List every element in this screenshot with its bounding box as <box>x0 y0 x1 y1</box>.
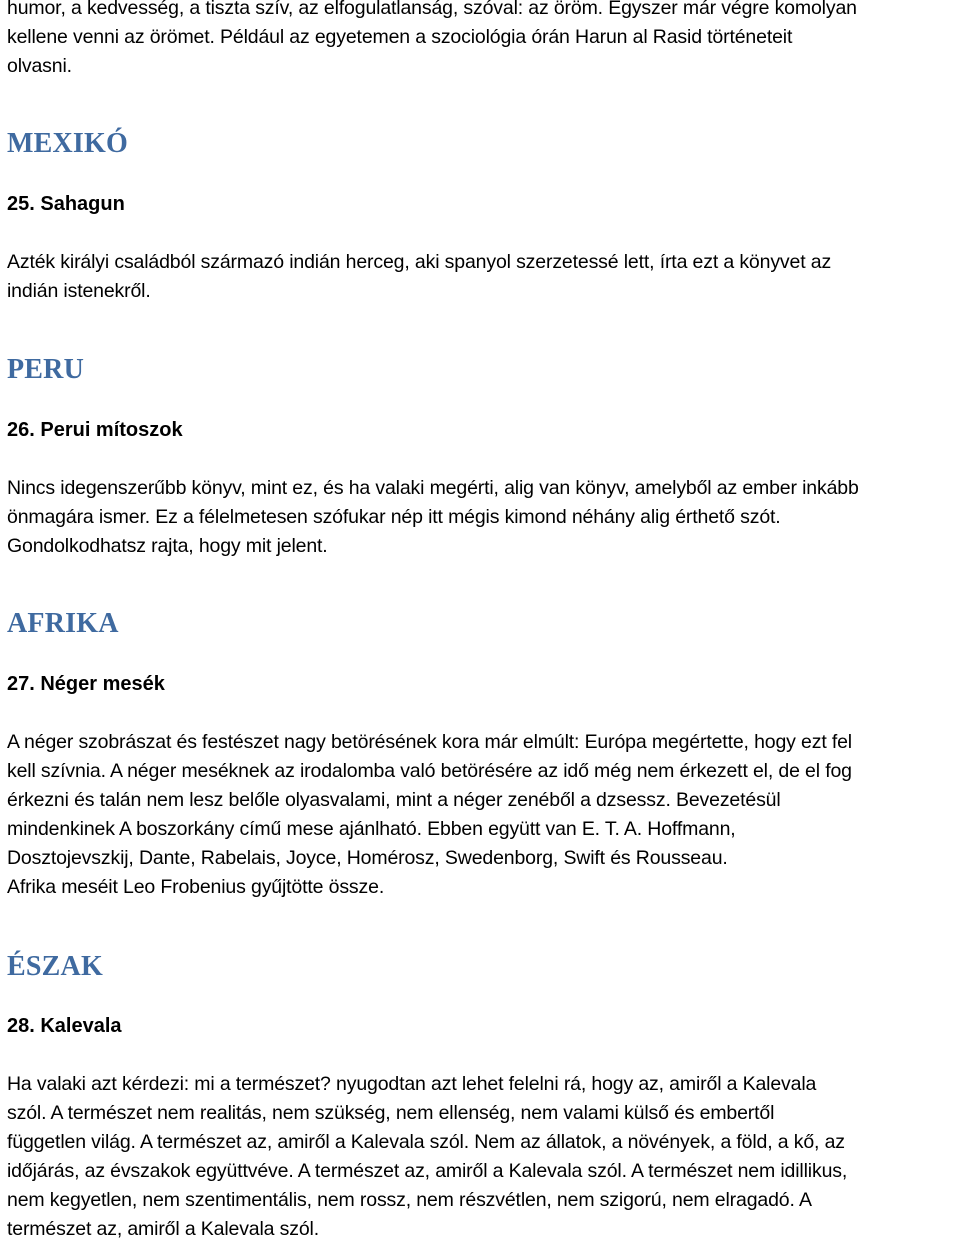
item-title-sahagun: 25. Sahagun <box>7 193 125 215</box>
section-heading-mexiko: MEXIKÓ <box>7 128 128 159</box>
item-title-neger-mesek: 27. Néger mesék <box>7 673 165 695</box>
intro-paragraph: humor, a kedvesség, a tiszta szív, az elfogulatlanság, szóval: az öröm. Egyszer már végre komolyan kellene venni az örömet. Például az egyetemen a szociológia órán Harun al Rasid történeteit olvasni. <box>7 0 857 77</box>
afrika-paragraph: A néger szobrászat és festészet nagy betörésének kora már elmúlt: Európa megértette, hogy ezt fel kell szívnia. A néger meséknek az irodalomba való betörésére az idő még nem érkezett el, de el fog érkezni és talán nem lesz belőle olyasvalami, mint a néger zenéből a dzsessz. Bevezetésül mindenkinek A boszorkány című mese ajánlható. Ebben együtt van E. T. A. Hoffmann, Dosztojevszkij, Dante, Rabelais, Joyce, Homérosz, Swedenborg, Swift és Rousseau. Afrika meséit Leo Frobenius gyűjtötte össze. <box>7 731 852 898</box>
mexiko-paragraph: Azték királyi családból származó indián herceg, aki spanyol szerzetessé lett, írta ezt a könyvet az indián istenekről. <box>7 251 832 302</box>
section-heading-peru: PERU <box>7 354 85 385</box>
item-title-kalevala: 28. Kalevala <box>7 1015 122 1037</box>
item-title-perui-mitoszok: 26. Perui mítoszok <box>7 419 183 441</box>
peru-paragraph: Nincs idegenszerűbb könyv, mint ez, és ha valaki megérti, alig van könyv, amelyből az ember inkább önmagára ismer. Ez a félelmetesen szófukar nép itt mégis kimond néhány alig érthető szót. Gondolkodhatsz rajta, hogy mit jelent. <box>7 477 859 557</box>
section-heading-eszak: ÉSZAK <box>7 951 103 982</box>
eszak-paragraph: Ha valaki azt kérdezi: mi a természet? nyugodtan azt lehet felelni rá, hogy az, amiről a Kalevala szól. A természet nem realitás, nem szükség, nem ellenség, nem valami külső és embertől független világ. A természet az, amiről a Kalevala szól. Nem az állatok, a növények, a föld, a kő, az időjárás, az évszakok együttvéve. A természet az, amiről a Kalevala szól. A természet nem idillikus, nem kegyetlen, nem szentimentális, nem rossz, nem részvétlen, nem szigorú, nem elragadó. A természet az, amiről a Kalevala szól. <box>7 1073 848 1240</box>
section-heading-afrika: AFRIKA <box>7 608 119 639</box>
